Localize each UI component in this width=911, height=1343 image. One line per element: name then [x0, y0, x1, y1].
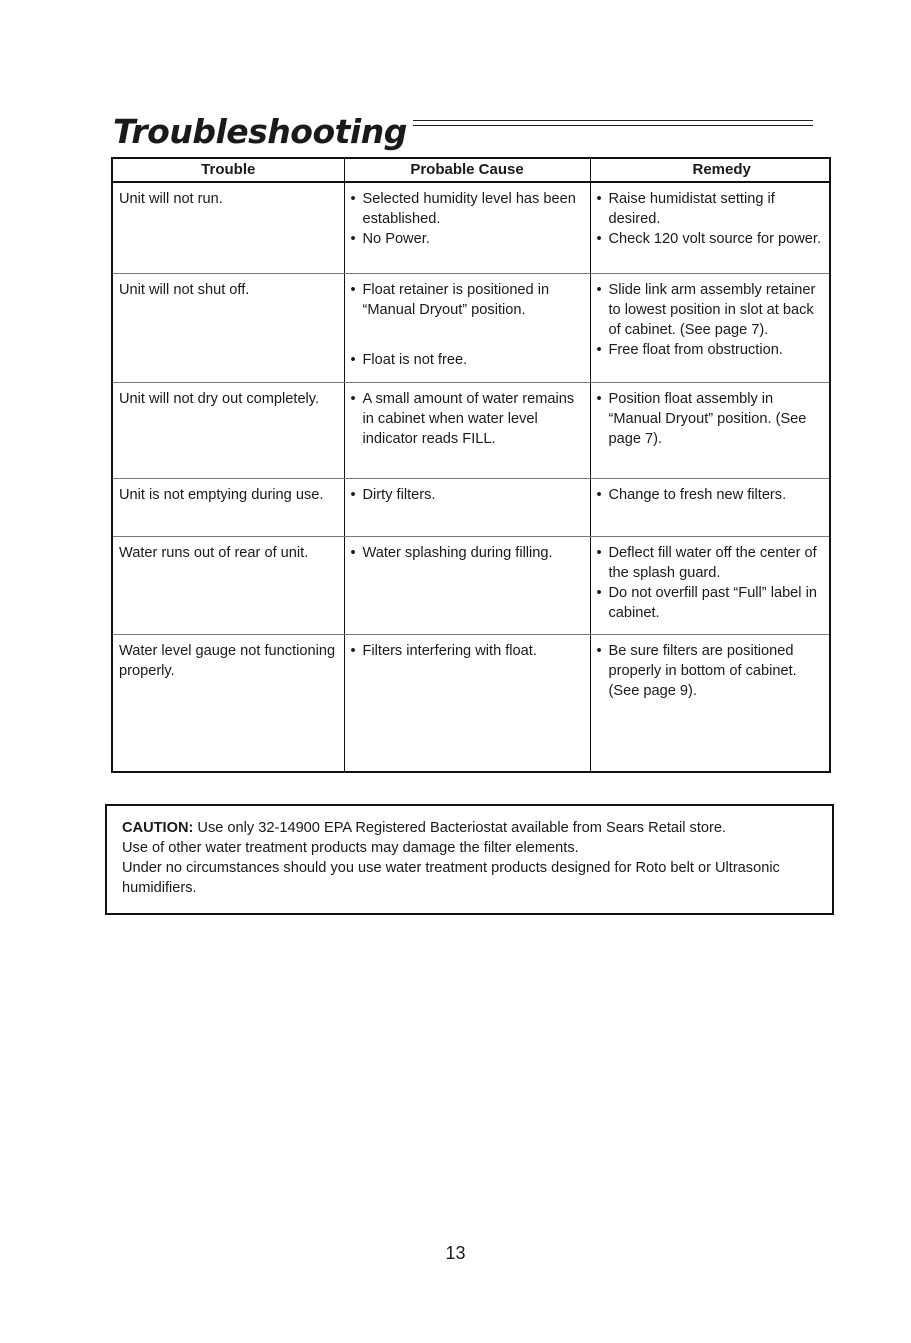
table-row [112, 634, 830, 772]
cause-item: • Dirty filters. [351, 485, 586, 505]
header-trouble: Trouble [112, 158, 344, 182]
caution-line: Under no circumstances should you use water treatment products designed for Roto belt or Ultrasonic humidifiers. [122, 860, 780, 896]
trouble-cell: Unit will not shut off. [112, 273, 344, 382]
caution-label: CAUTION: [122, 820, 194, 836]
caution-text: Use only 32-14900 EPA Registered Bacteriostat available from Sears Retail store. [197, 820, 727, 836]
page-heading [113, 98, 813, 151]
cause-cell [344, 536, 590, 634]
table-row [112, 382, 830, 478]
cause-item: • Float retainer is positioned in “Manual Dryout” position. [351, 280, 586, 320]
remedy-cell [590, 536, 830, 634]
title-rule [413, 120, 813, 126]
cause-item: • Selected humidity level has been established. [351, 189, 586, 229]
trouble-cell: Water level gauge not functioning properly. [112, 634, 344, 772]
troubleshooting-table [111, 157, 831, 773]
remedy-item: • Deflect fill water off the center of the splash guard. [597, 543, 826, 583]
trouble-cell: Unit will not run. [112, 182, 344, 273]
trouble-cell: Water runs out of rear of unit. [112, 536, 344, 634]
page-number: 13 [445, 1243, 466, 1263]
remedy-cell [590, 382, 830, 478]
cause-item: • Water splashing during filling. [351, 543, 586, 563]
remedy-item: • Free float from obstruction. [597, 340, 826, 360]
caution-box [105, 804, 834, 915]
remedy-item: • Be sure filters are positioned properly in bottom of cabinet. (See page 9). [597, 641, 826, 701]
cause-item: • A small amount of water remains in cabinet when water level indicator reads FILL. [351, 389, 586, 449]
table-row [112, 478, 830, 536]
remedy-item: • Raise humidistat setting if desired. [597, 189, 826, 229]
remedy-item: • Do not overfill past “Full” label in cabinet. [597, 583, 826, 623]
remedy-cell [590, 182, 830, 273]
cause-cell [344, 273, 590, 382]
cause-cell [344, 478, 590, 536]
cause-item: • Filters interfering with float. [351, 641, 586, 661]
table-header-row [112, 158, 830, 182]
cause-cell [344, 382, 590, 478]
caution-line: Use of other water treatment products may damage the filter elements. [122, 840, 579, 856]
remedy-cell [590, 634, 830, 772]
trouble-cell: Unit will not dry out completely. [112, 382, 344, 478]
remedy-item: • Position float assembly in “Manual Dryout” position. (See page 7). [597, 389, 826, 449]
table-row [112, 182, 830, 273]
remedy-item: • Slide link arm assembly retainer to lowest position in slot at back of cabinet. (See page 7). [597, 280, 826, 340]
caution-line [122, 818, 832, 838]
cause-cell [344, 182, 590, 273]
cause-item: • Float is not free. [351, 350, 586, 370]
cause-cell [344, 634, 590, 772]
trouble-cell: Unit is not emptying during use. [112, 478, 344, 536]
header-remedy: Remedy [590, 158, 830, 182]
table-row [112, 536, 830, 634]
header-probable-cause: Probable Cause [344, 158, 590, 182]
remedy-item: • Check 120 volt source for power. [597, 229, 826, 249]
table-row [112, 273, 830, 382]
remedy-item: • Change to fresh new filters. [597, 485, 826, 505]
remedy-cell [590, 478, 830, 536]
remedy-cell [590, 273, 830, 382]
page-title: Troubleshooting [113, 112, 407, 151]
cause-item: • No Power. [351, 229, 586, 249]
